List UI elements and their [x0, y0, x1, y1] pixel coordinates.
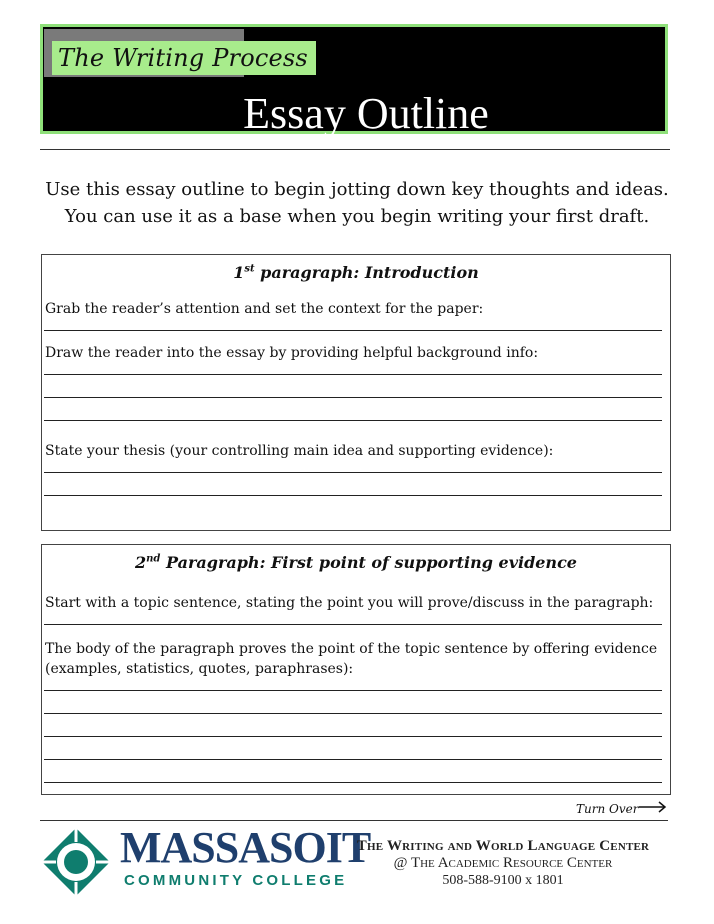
writing-line[interactable]: [44, 461, 662, 473]
section-title: [42, 553, 670, 577]
title-text: Paragraph: First point of supporting evidence: [160, 553, 577, 572]
prompt-background: Draw the reader into the essay by providing helpful background info:: [45, 345, 539, 361]
prompt-body: The body of the paragraph proves the point of the topic sentence by offering evidence (examples, statistics, quotes, paraphrases):: [45, 641, 658, 677]
prompt-attention: Grab the reader’s attention and set the context for the paper:: [45, 301, 484, 317]
page-title: Essay Outline: [243, 89, 489, 138]
turn-over-label: Turn Over: [576, 802, 639, 816]
subtitle: The Writing Process: [58, 44, 308, 72]
title-ordinal: 2: [135, 553, 147, 572]
writing-line[interactable]: [44, 679, 662, 691]
writing-line[interactable]: [44, 613, 662, 625]
college-subtitle: COMMUNITY COLLEGE: [124, 872, 348, 889]
writing-line[interactable]: [44, 363, 662, 375]
title-ordinal: 1: [233, 263, 245, 282]
writing-line[interactable]: [44, 714, 662, 737]
section-first-point: [41, 544, 671, 795]
writing-line[interactable]: [44, 760, 662, 783]
divider: [40, 149, 670, 150]
center-phone: 508-588-9100 x 1801: [442, 873, 564, 888]
prompt-thesis: State your thesis (your controlling main idea and supporting evidence):: [45, 443, 554, 459]
prompt-topic-sentence: Start with a topic sentence, stating the point you will prove/discuss in the paragraph:: [45, 595, 654, 611]
writing-line[interactable]: [44, 398, 662, 421]
center-location: @ The Academic Resource Center: [393, 855, 613, 871]
arrow-right-icon: [638, 800, 668, 814]
college-name: MASSASOIT: [120, 823, 371, 872]
intro-text: [40, 176, 674, 230]
intro-line-1: Use this essay outline to begin jotting down key thoughts and ideas.: [45, 179, 669, 200]
section-title: [42, 263, 670, 287]
center-info: [338, 838, 668, 889]
writing-line[interactable]: [44, 473, 662, 496]
center-name: The Writing and World Language Center: [356, 838, 650, 854]
writing-line[interactable]: [44, 691, 662, 714]
section-introduction: [41, 254, 671, 531]
college-logo-icon: [40, 826, 112, 898]
title-suffix: nd: [146, 553, 161, 565]
title-suffix: st: [244, 263, 255, 275]
writing-line[interactable]: [44, 737, 662, 760]
writing-line[interactable]: [44, 319, 662, 331]
title-text: paragraph: Introduction: [254, 263, 479, 282]
footer-divider: [40, 820, 668, 821]
intro-line-2: You can use it as a base when you begin writing your first draft.: [64, 206, 650, 227]
writing-line[interactable]: [44, 375, 662, 398]
